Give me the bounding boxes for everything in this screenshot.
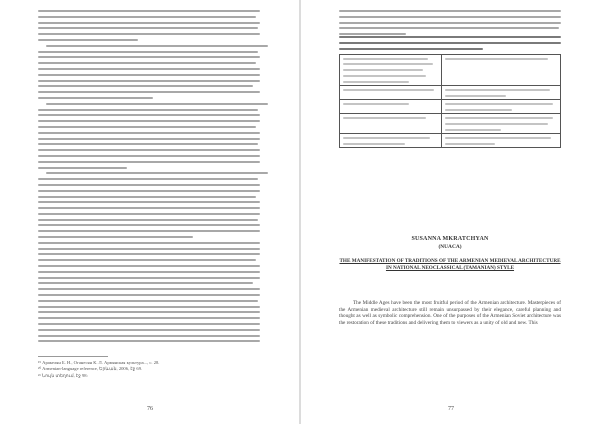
abstract-paragraph: The Middle Ages have been the most fruitful period of the Armenian architecture. Masterpieces of the Armenian medieval architecture still remain unsurpassed by their elegance, careful planning and thought as well as symbolic comprehension. One of the purposes of the Armenian Soviet architecture was the restoration of these traditions and delivering them to viewers as a unity of old and new. This — [339, 300, 561, 326]
page-number-right: 77 — [448, 406, 454, 412]
affiliation: (NUACA) — [438, 244, 462, 250]
table-row — [340, 86, 561, 100]
footnotes — [38, 360, 260, 379]
body-text-block — [38, 10, 260, 342]
footnote-3: ²¹ Նույն տեղում, էջ 98: — [38, 372, 88, 378]
footnote-2: ²⁰ Armenian-language reference, Երևան, 2006, էջ 69. — [38, 366, 143, 372]
table-row — [340, 114, 561, 134]
comparison-table — [339, 54, 561, 148]
table-row — [340, 134, 561, 148]
left-page — [0, 0, 299, 424]
footnote-1: ¹⁹ Аракелян Б. Н., Оганесян К. Л. Армянская культура..., с. 28. — [38, 360, 160, 365]
table-caption — [339, 36, 561, 50]
footnote-rule — [38, 356, 108, 357]
author-name: SUSANNA MKRATCHYAN — [411, 236, 489, 242]
right-page — [301, 0, 600, 424]
article-heading — [339, 236, 561, 272]
table-row — [340, 100, 561, 114]
body-text-block — [339, 10, 561, 35]
article-title: THE MANIFESTATION OF TRADITIONS OF THE ARMENIAN MEDIEVAL ARCHITECTURE IN NATIONAL NEOCLASSICAL (TAMANIAN) STYLE — [339, 258, 561, 271]
table-row — [340, 55, 561, 86]
page-number-left: 76 — [147, 406, 153, 412]
